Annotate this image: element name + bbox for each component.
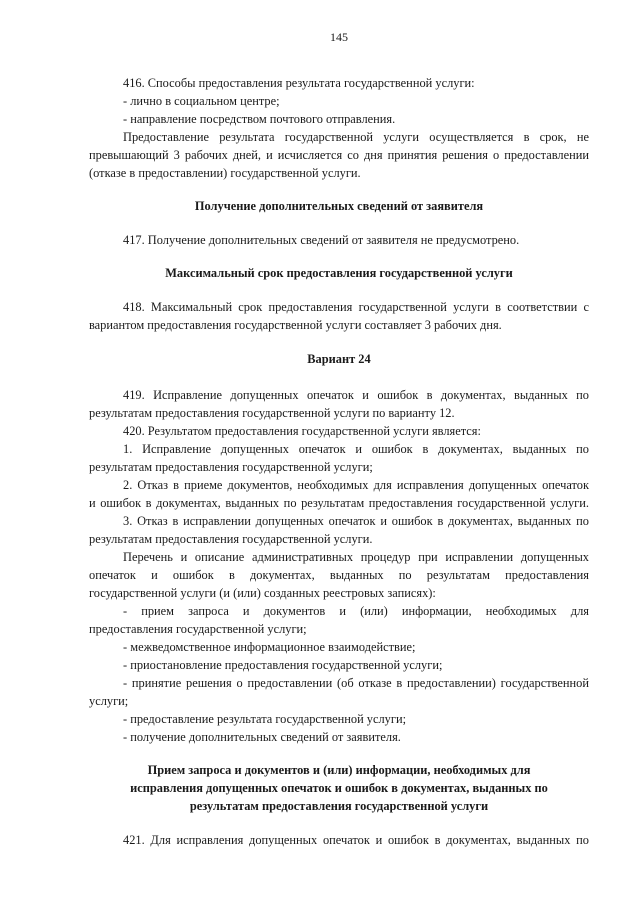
- result-item-3-line-2: результатам предоставления государственной услуги.: [89, 532, 373, 546]
- page-number: 145: [330, 30, 348, 44]
- document-page: [89, 0, 589, 905]
- procedures-intro-line-1: Перечень и описание административных процедур при исправлении допущенных: [123, 550, 589, 564]
- result-item-1-line-1: 1. Исправление допущенных опечаток и ошибок в документах, выданных по: [123, 442, 589, 456]
- paragraph-418-line-1: 418. Максимальный срок предоставления государственной услуги в соответствии с: [123, 300, 589, 314]
- paragraph-420-line-1: 420. Результатом предоставления государственной услуги является:: [123, 424, 481, 438]
- heading-variant-24: Вариант 24: [307, 352, 371, 366]
- paragraph-416-line-1: 416. Способы предоставления результата государственной услуги:: [123, 76, 475, 90]
- procedure-item-1-line-1: - прием запроса и документов и (или) информации, необходимых для: [123, 604, 589, 618]
- procedure-item-4-line-2: услуги;: [89, 694, 129, 708]
- list-item-by-mail: - направление посредством почтового отправления.: [123, 112, 396, 126]
- result-item-2-line-2: и ошибок в документах, выданных по результатам предоставления государственной услуги.: [89, 496, 589, 510]
- result-item-3-line-1: 3. Отказ в исправлении допущенных опечаток и ошибок в документах, выданных по: [123, 514, 589, 528]
- heading-reception-line-2: исправления допущенных опечаток и ошибок в документах, выданных по: [130, 781, 548, 795]
- procedures-intro-line-2: опечаток и ошибок в документах, выданных по результатам предоставления: [89, 568, 589, 582]
- paragraph-418-line-2: вариантом предоставления государственной услуги составляет 3 рабочих дня.: [89, 318, 502, 332]
- heading-additional-info: Получение дополнительных сведений от заявителя: [194, 199, 484, 213]
- heading-reception-line-3: результатам предоставления государственной услуги: [189, 799, 489, 813]
- procedure-item-6: - получение дополнительных сведений от заявителя.: [123, 730, 401, 744]
- procedure-item-1-line-2: предоставления государственной услуги;: [89, 622, 307, 636]
- procedure-item-2: - межведомственное информационное взаимодействие;: [123, 640, 416, 654]
- procedures-intro-line-3: государственной услуги (и (или) созданных реестровых записях):: [89, 586, 436, 600]
- paragraph-417: 417. Получение дополнительных сведений от заявителя не предусмотрено.: [123, 233, 520, 247]
- procedure-item-3: - приостановление предоставления государственной услуги;: [123, 658, 443, 672]
- paragraph-421-line-1: 421. Для исправления допущенных опечаток и ошибок в документах, выданных по: [123, 833, 589, 847]
- list-item-in-person: - лично в социальном центре;: [123, 94, 280, 108]
- heading-reception-line-1: Прием запроса и документов и (или) информации, необходимых для: [147, 763, 531, 777]
- procedure-item-5: - предоставление результата государственной услуги;: [123, 712, 407, 726]
- paragraph-term-line-2: превышающий 3 рабочих дней, и исчисляется со дня принятия решения о предоставлении: [89, 148, 589, 162]
- paragraph-419-line-1: 419. Исправление допущенных опечаток и ошибок в документах, выданных по: [123, 388, 589, 402]
- result-item-1-line-2: результатам предоставления государственной услуги;: [89, 460, 373, 474]
- heading-max-term: Максимальный срок предоставления государственной услуги: [165, 266, 513, 280]
- result-item-2-line-1: 2. Отказ в приеме документов, необходимых для исправления допущенных опечаток: [123, 478, 589, 492]
- procedure-item-4-line-1: - принятие решения о предоставлении (об отказе в предоставлении) государственной: [123, 676, 589, 690]
- paragraph-term-line-3: (отказе в предоставлении) государственной услуги.: [89, 166, 361, 180]
- paragraph-term-line-1: Предоставление результата государственной услуги осуществляется в срок, не: [123, 130, 589, 144]
- paragraph-419-line-2: результатам предоставления государственной услуги по варианту 12.: [89, 406, 455, 420]
